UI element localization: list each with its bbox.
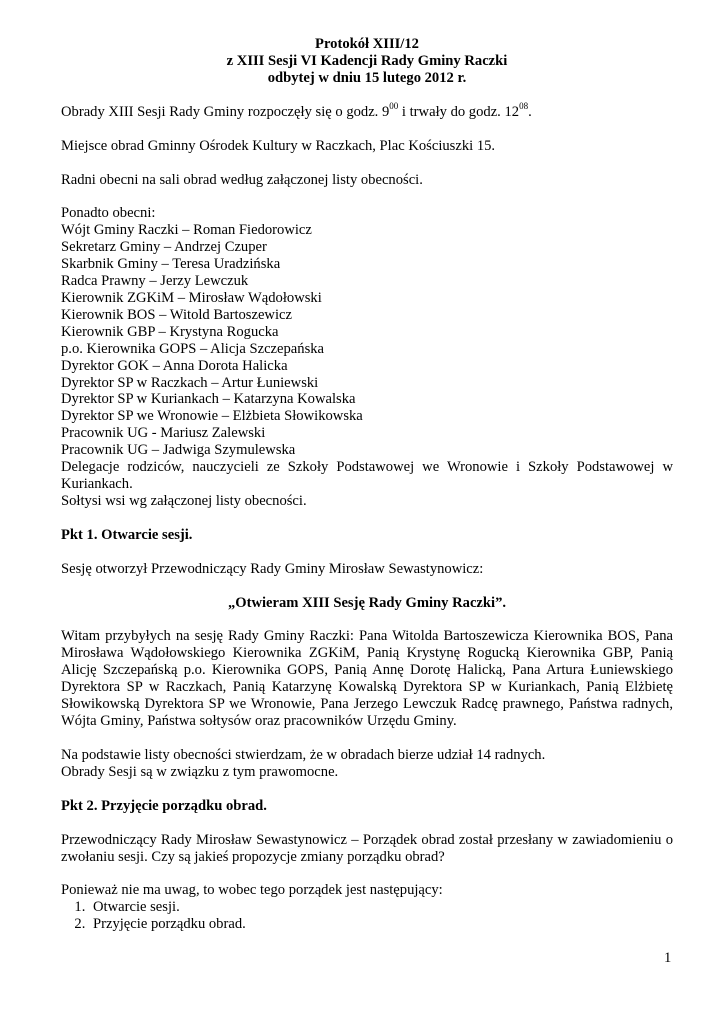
- councillors-present: Radni obecni na sali obrad według załączonej listy obecności.: [61, 171, 423, 188]
- session-title: z XIII Sesji VI Kadencji Rady Gminy Raczki: [226, 52, 508, 69]
- opening-quote: „Otwieram XIII Sesję Rady Gminy Raczki”.: [227, 594, 507, 611]
- quorum-valid-text: Obrady Sesji są w związku z tym prawomocne.: [61, 763, 339, 780]
- page-number: 1: [664, 950, 672, 966]
- attendee-item: Skarbnik Gminy – Teresa Uradzińska: [61, 256, 281, 273]
- agenda-list: [61, 899, 673, 933]
- agenda-item: 1. Otwarcie sesji.: [89, 899, 673, 916]
- session-place: Miejsce obrad Gminny Ośrodek Kultury w Raczkach, Plac Kościuszki 15.: [61, 137, 496, 154]
- attendee-item: Kierownik BOS – Witold Bartoszewicz: [61, 306, 292, 323]
- attendee-item: Radca Prawny – Jerzy Lewczuk: [61, 273, 249, 290]
- protocol-title: Protokół XIII/12: [315, 36, 419, 52]
- attendee-item: Kierownik ZGKiM – Mirosław Wądołowski: [61, 289, 322, 306]
- delegations-text: Delegacje rodziców, nauczycieli ze Szkoły Podstawowej we Wronowie i Szkoły Podstawowej w Kuriankach.: [61, 459, 673, 492]
- session-date: odbytej w dniu 15 lutego 2012 r.: [267, 69, 467, 86]
- attendee-list: [61, 222, 673, 459]
- attendee-item: Kierownik GBP – Krystyna Rogucka: [61, 323, 279, 340]
- attendee-item: Sekretarz Gminy – Andrzej Czuper: [61, 239, 267, 256]
- attendee-item: Wójt Gminy Raczki – Roman Fiedorowicz: [61, 222, 312, 239]
- attendee-item: Dyrektor SP we Wronowie – Elżbieta Słowikowska: [61, 408, 363, 425]
- attendee-item: Dyrektor SP w Raczkach – Artur Łuniewski: [61, 374, 319, 391]
- attendee-item: Pracownik UG - Mariusz Zalewski: [61, 425, 266, 442]
- attendees-heading: Ponadto obecni:: [61, 205, 156, 222]
- opened-by-text: Sesję otworzył Przewodniczący Rady Gminy Mirosław Sewastynowicz:: [61, 560, 484, 577]
- attendee-item: p.o. Kierownika GOPS – Alicja Szczepańska: [61, 340, 325, 357]
- pkt2-text: Przewodniczący Rady Mirosław Sewastynowicz – Porządek obrad został przesłany w zawiadomieniu o zwołaniu sesji. Czy są jakieś propozycje zmiany porządku obrad?: [61, 831, 673, 865]
- document-header: [61, 36, 673, 87]
- attendee-item: Pracownik UG – Jadwiga Szymulewska: [61, 442, 296, 459]
- attendee-item: Dyrektor SP w Kuriankach – Katarzyna Kowalska: [61, 391, 356, 408]
- session-time: Obrady XIII Sesji Rady Gminy rozpoczęły się o godz. $9^{00}$ i trwały do godz. $12^{08}$.: [61, 100, 532, 120]
- attendee-item: Dyrektor GOK – Anna Dorota Halicka: [61, 357, 288, 374]
- document-page: [61, 36, 673, 933]
- welcome-paragraph: Witam przybyłych na sesję Rady Gminy Raczki: Pana Witolda Bartoszewicza Kierownika BOS, Pana Mirosława Wądołowskiego Kierownika ZGKiM, Panią Krystynę Rogucką Kierownika GBP, Panią Alicję Szczepańską p.o. Kierownika GOPS, Panią Annę Dorotę Halicką, Pana Artura Łuniewskiego Dyrektora SP w Raczkach, Panią Katarzynę Kowalską Dyrektora SP w Kuriankach, Panią Elżbietę Słowikowską Dyrektora SP we Wronowie, Pana Jerzego Lewczuk Radcę prawnego, Państwa radnych, Wójta Gminy, Państwa sołtysów oraz pracowników Urzędu Gminy.: [61, 628, 673, 729]
- quorum-text: Na podstawie listy obecności stwierdzam, że w obradach bierze udział 14 radnych.: [61, 746, 546, 763]
- agenda-intro: Ponieważ nie ma uwag, to wobec tego porządek jest następujący:: [61, 882, 443, 899]
- pkt2-heading: Pkt 2. Przyjęcie porządku obrad.: [61, 797, 267, 814]
- pkt1-heading: Pkt 1. Otwarcie sesji.: [61, 526, 193, 543]
- soltysi-text: Sołtysi wsi wg załączonej listy obecności.: [61, 492, 307, 509]
- agenda-item: 2. Przyjęcie porządku obrad.: [89, 916, 673, 933]
